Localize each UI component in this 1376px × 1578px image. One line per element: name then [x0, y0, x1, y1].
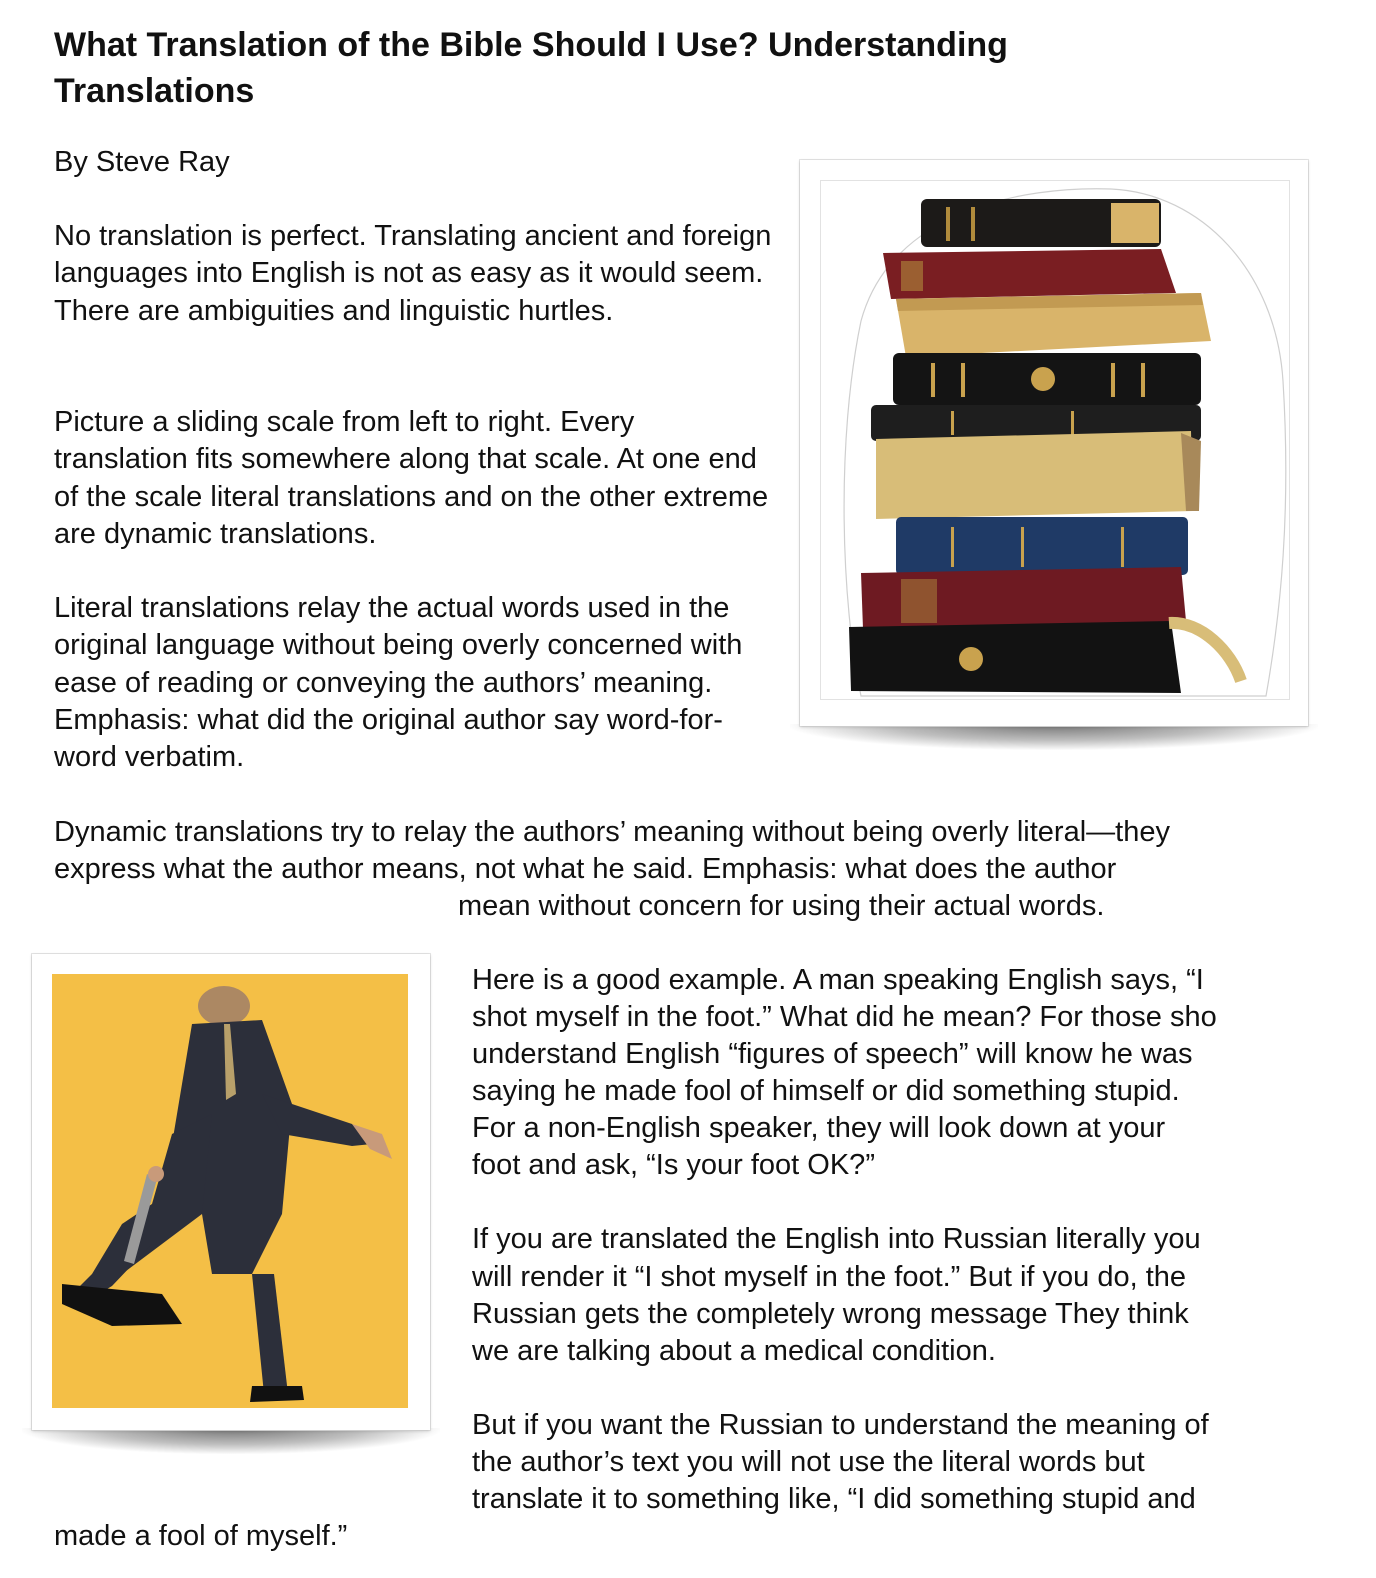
photo-inner: [52, 974, 408, 1408]
text-line: understand English “figures of speech” will know he was: [472, 1038, 1193, 1070]
text-line: saying he made fool of himself or did something stupid.: [472, 1075, 1180, 1107]
text-line: Dynamic translations try to relay the authors’ meaning without being overly literal—they: [54, 816, 1170, 848]
man-illustration: [52, 974, 408, 1408]
author-byline: By Steve Ray: [54, 146, 230, 178]
photo-shadow: [790, 724, 1318, 750]
text-line: express what the author means, not what he said. Emphasis: what does the author: [54, 853, 1117, 885]
paragraph-sliding-scale: Picture a sliding scale from left to right. Every translation fits somewhere along that scale. At one end of the scale literal translations and on the other extreme are dynamic translations.: [54, 406, 769, 550]
text-line: we are talking about a medical condition.: [472, 1335, 996, 1367]
text-line: mean without concern for using their actual words.: [458, 890, 1105, 922]
text-line: For a non-English speaker, they will look down at your: [472, 1112, 1166, 1144]
text-line: will render it “I shot myself in the foot.” But if you do, the: [472, 1261, 1187, 1293]
text-line: translate it to something like, “I did something stupid and: [472, 1483, 1196, 1515]
photo-shadow: [22, 1428, 440, 1454]
man-shooting-foot-photo: [32, 954, 430, 1430]
book-7: [896, 517, 1188, 575]
text-line: foot and ask, “Is your foot OK?”: [472, 1149, 875, 1181]
paragraph-intro: No translation is perfect. Translating ancient and foreign languages into English is not as easy as it would seem. There are ambiguities and linguistic hurtles.: [54, 220, 772, 327]
book-8: [861, 567, 1186, 629]
text-line: shot myself in the foot.” What did he mean? For those sho: [472, 1001, 1217, 1033]
text-line: Here is a good example. A man speaking English says, “I: [472, 964, 1204, 996]
text-line: Russian gets the completely wrong message They think: [472, 1298, 1189, 1330]
book-2: [883, 249, 1176, 299]
article-title: What Translation of the Bible Should I Use? Understanding Translations: [54, 26, 1008, 110]
bible-stack-illustration: [821, 181, 1289, 699]
text-line: But if you want the Russian to understand the meaning of: [472, 1409, 1209, 1441]
photo-inner: [820, 180, 1290, 700]
paragraph-literal-translations: Literal translations relay the actual words used in the original language without being overly concerned with ease of reading or conveying the authors’ meaning. Emphasis: what did the original author say word-for-word verbatim.: [54, 592, 743, 774]
text-line: made a fool of myself.”: [54, 1520, 348, 1552]
bible-stack-photo: [800, 160, 1308, 726]
book-6: [876, 431, 1201, 519]
book-1: [921, 199, 1161, 247]
text-line: the author’s text you will not use the literal words but: [472, 1446, 1145, 1478]
book-4: [893, 353, 1201, 405]
text-line: If you are translated the English into Russian literally you: [472, 1223, 1201, 1255]
